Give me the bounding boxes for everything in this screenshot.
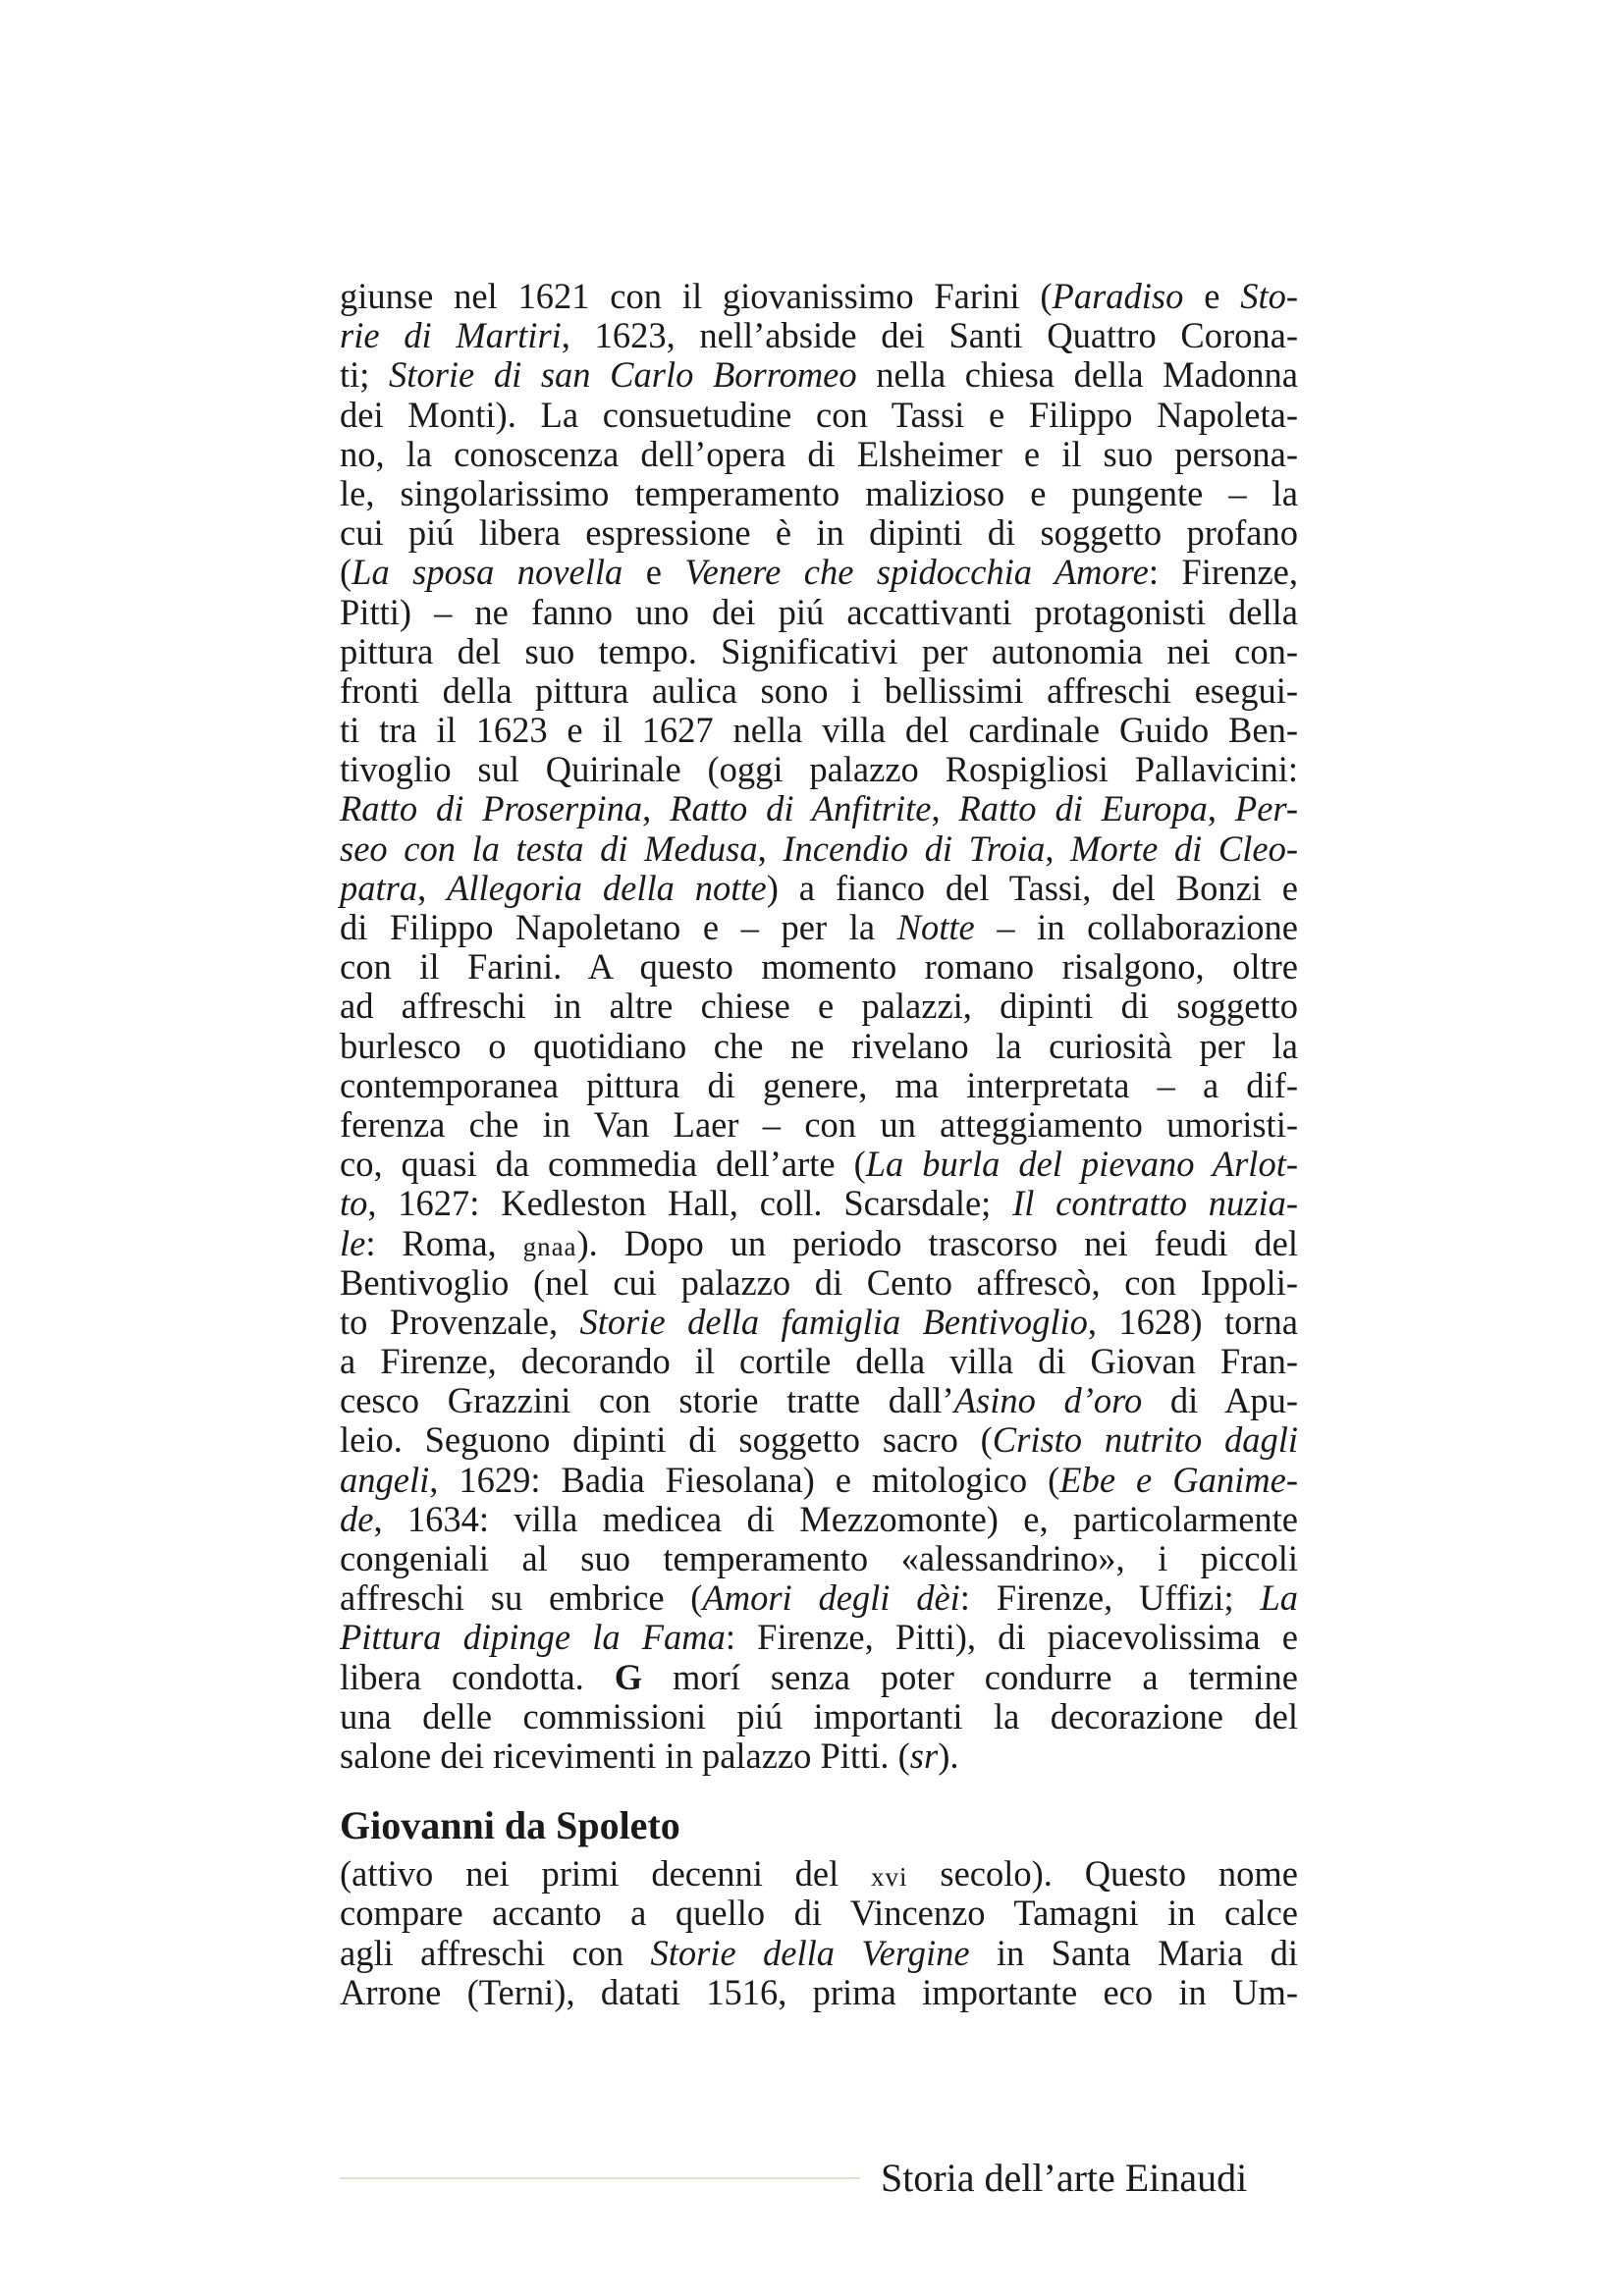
text-run: , bbox=[417, 867, 448, 908]
text-run: to bbox=[340, 1183, 368, 1224]
text-line bbox=[340, 750, 1298, 789]
text-run: de bbox=[340, 1498, 374, 1539]
text-run: no, la conoscenza dell’opera di Elsheimer e il suo persona- bbox=[340, 433, 1298, 474]
page-text bbox=[340, 277, 1298, 2012]
text-run: Per- bbox=[1234, 788, 1299, 829]
entry-heading: Giovanni da Spoleto bbox=[340, 1803, 680, 1848]
text-run: e bbox=[1183, 276, 1241, 316]
text-run: dei Monti). La consuetudine con Tassi e Filippo Napoleta- bbox=[340, 394, 1298, 435]
text-run: ( bbox=[340, 552, 352, 593]
text-line bbox=[340, 1539, 1298, 1578]
text-run: La burla del pievano Arlot- bbox=[865, 1144, 1298, 1185]
text-run: cui piú libera espressione è in dipinti di soggetto profano bbox=[340, 512, 1298, 554]
text-run: salone dei ricevimenti in palazzo Pitti. ( bbox=[340, 1735, 910, 1776]
text-run: angeli bbox=[340, 1459, 430, 1500]
text-run: rie di Martiri bbox=[340, 315, 562, 356]
text-run: xvi bbox=[871, 1862, 908, 1893]
text-line bbox=[340, 711, 1298, 750]
text-run: Ratto di Europa bbox=[958, 788, 1208, 829]
text-run: di Apu- bbox=[1142, 1380, 1298, 1421]
text-run: ti; bbox=[340, 354, 390, 396]
text-line bbox=[340, 435, 1298, 474]
text-run: Storie della Vergine bbox=[650, 1932, 970, 1973]
text-line bbox=[340, 1736, 1298, 1776]
text-run: nella chiesa della Madonna bbox=[856, 354, 1298, 396]
text-line bbox=[340, 1618, 1298, 1657]
text-run: , bbox=[931, 788, 959, 829]
text-run: ) a fianco del Tassi, del Bonzi e bbox=[766, 867, 1298, 908]
text-line bbox=[340, 1263, 1298, 1303]
text-line bbox=[340, 1303, 1298, 1342]
text-run: fronti della pittura aulica sono i bellissimi affreschi esegui- bbox=[340, 669, 1298, 711]
text-run: Ebe e Ganime- bbox=[1059, 1459, 1298, 1500]
body-paragraph-1 bbox=[340, 277, 1298, 1776]
text-line bbox=[340, 829, 1298, 869]
text-run: secolo). Questo nome bbox=[907, 1853, 1298, 1895]
text-line bbox=[340, 1224, 1298, 1263]
text-run: co, quasi da commedia dell’arte ( bbox=[340, 1144, 866, 1185]
text-run: tivoglio sul Quirinale (oggi palazzo Rospigliosi Pallavicini: bbox=[340, 749, 1298, 790]
text-run: Venere che spidocchia Amore bbox=[684, 552, 1149, 593]
text-line bbox=[340, 553, 1298, 592]
text-run: una delle commissioni piú importanti la decorazione del bbox=[340, 1695, 1298, 1736]
text-run: agli affreschi con bbox=[340, 1932, 651, 1973]
text-run: La bbox=[1260, 1577, 1298, 1619]
text-run: Bentivoglio (nel cui palazzo di Cento affrescò, con Ippoli- bbox=[340, 1261, 1298, 1303]
text-run: Storie di san Carlo Borromeo bbox=[389, 354, 857, 396]
text-run: Ratto di Anfitrite bbox=[670, 788, 932, 829]
text-run: sr bbox=[909, 1735, 939, 1776]
text-run: Allegoria della notte bbox=[447, 867, 767, 908]
text-line bbox=[340, 1027, 1298, 1066]
text-run: affreschi su embrice ( bbox=[340, 1577, 703, 1619]
text-run: le, singolarissimo temperamento malizioso e pungente – la bbox=[340, 472, 1298, 513]
text-run: ). bbox=[938, 1735, 959, 1776]
text-run: compare accanto a quello di Vincenzo Tamagni in calce bbox=[340, 1893, 1298, 1934]
text-run: to Provenzale, bbox=[340, 1301, 580, 1342]
text-run: cesco Grazzini con storie tratte dall’ bbox=[340, 1380, 954, 1421]
text-run: Amori degli dèi bbox=[702, 1577, 960, 1619]
text-line bbox=[340, 947, 1298, 987]
text-run: Paradiso bbox=[1052, 276, 1184, 316]
text-run: pittura del suo tempo. Significativi per autonomia nei con- bbox=[340, 630, 1298, 671]
text-run: G bbox=[614, 1656, 643, 1697]
footer-rule bbox=[340, 2177, 860, 2179]
text-line bbox=[340, 474, 1298, 513]
text-run: , 1634: villa medicea di Mezzomonte) e, particolarmente bbox=[373, 1498, 1298, 1539]
text-run: Incendio di Troia bbox=[783, 828, 1046, 869]
text-run: Arrone (Terni), datati 1516, prima importante eco in Um- bbox=[340, 1971, 1298, 2012]
text-line bbox=[340, 1697, 1298, 1736]
text-run: – in collaborazione bbox=[974, 907, 1298, 947]
text-line bbox=[340, 1578, 1298, 1618]
text-run: morí senza poter condurre a termine bbox=[642, 1656, 1298, 1697]
text-line bbox=[340, 1184, 1298, 1223]
text-run: , bbox=[757, 828, 784, 869]
text-run: , 1623, nell’abside dei Santi Quattro Corona- bbox=[561, 315, 1298, 356]
text-run: , 1629: Badia Fiesolana) e mitologico ( bbox=[429, 1459, 1060, 1500]
text-run: , bbox=[1207, 788, 1235, 829]
text-line bbox=[340, 1066, 1298, 1105]
text-line bbox=[340, 632, 1298, 671]
text-run: ). Dopo un periodo trascorso nei feudi del bbox=[576, 1222, 1299, 1263]
text-run: contemporanea pittura di genere, ma interpretata – a dif- bbox=[340, 1064, 1298, 1105]
text-line bbox=[340, 671, 1298, 711]
text-run: ti tra il 1623 e il 1627 nella villa del cardinale Guido Ben- bbox=[340, 710, 1298, 751]
text-line bbox=[340, 789, 1298, 828]
text-run: : Firenze, bbox=[1148, 552, 1298, 593]
text-run: : Firenze, Uffizi; bbox=[959, 1577, 1261, 1619]
text-line bbox=[340, 513, 1298, 553]
text-run: con il Farini. A questo momento romano risalgono, oltre bbox=[340, 946, 1298, 988]
text-line bbox=[340, 1461, 1298, 1500]
text-line bbox=[340, 1500, 1298, 1539]
body-paragraph-2 bbox=[340, 1854, 1298, 2012]
text-run: ferenza che in Van Laer – con un atteggiamento umoristi- bbox=[340, 1103, 1298, 1145]
text-line bbox=[340, 277, 1298, 316]
text-line bbox=[340, 1854, 1298, 1894]
text-run: libera condotta. bbox=[340, 1656, 615, 1697]
text-line bbox=[340, 316, 1298, 355]
text-run: Cristo nutrito dagli bbox=[992, 1419, 1298, 1461]
text-line bbox=[340, 1145, 1298, 1184]
text-run: gnaa bbox=[522, 1231, 577, 1261]
text-run: Ratto di Proserpina bbox=[340, 788, 643, 829]
text-line bbox=[340, 1973, 1298, 2012]
text-run: Pitti) – ne fanno uno dei piú accattivanti protagonisti della bbox=[340, 591, 1298, 632]
footer-title: Storia dell’arte Einaudi bbox=[881, 2156, 1248, 2200]
text-run: Morte di Cleo- bbox=[1070, 828, 1299, 869]
text-line bbox=[340, 1934, 1298, 1973]
text-run: , bbox=[1045, 828, 1071, 869]
text-line bbox=[340, 593, 1298, 632]
text-run: Sto- bbox=[1240, 276, 1298, 316]
text-run: a Firenze, decorando il cortile della villa di Giovan Fran- bbox=[340, 1341, 1298, 1382]
text-run: , 1628) torna bbox=[1087, 1301, 1299, 1342]
text-line bbox=[340, 869, 1298, 908]
text-run: patra bbox=[340, 867, 418, 908]
text-line bbox=[340, 355, 1298, 395]
text-line bbox=[340, 908, 1298, 947]
text-line bbox=[340, 1420, 1298, 1460]
text-line bbox=[340, 1105, 1298, 1145]
text-run: La sposa novella bbox=[352, 552, 623, 593]
text-run: in Santa Maria di bbox=[969, 1932, 1299, 1973]
text-run: Pittura dipinge la Fama bbox=[340, 1617, 726, 1658]
text-run: (attivo nei primi decenni del bbox=[340, 1853, 872, 1895]
text-line bbox=[340, 1658, 1298, 1697]
text-line bbox=[340, 1894, 1298, 1933]
text-run: leio. Seguono dipinti di soggetto sacro ( bbox=[340, 1419, 993, 1461]
text-run: : Firenze, Pitti), di piacevolissima e bbox=[725, 1617, 1298, 1658]
text-run: seo con la testa di Medusa bbox=[340, 828, 758, 869]
text-run: ad affreschi in altre chiese e palazzi, dipinti di soggetto bbox=[340, 986, 1298, 1027]
text-run: le bbox=[340, 1222, 366, 1263]
text-run: congeniali al suo temperamento «alessandrino», i piccoli bbox=[340, 1538, 1298, 1578]
text-line bbox=[340, 987, 1298, 1026]
text-line bbox=[340, 396, 1298, 435]
text-run: burlesco o quotidiano che ne rivelano la curiosità per la bbox=[340, 1025, 1298, 1066]
text-run: e bbox=[622, 552, 685, 593]
text-line bbox=[340, 1342, 1298, 1381]
text-run: Storie della famiglia Bentivoglio bbox=[579, 1301, 1088, 1342]
text-run: di Filippo Napoletano e – per la bbox=[340, 907, 897, 947]
text-run: giunse nel 1621 con il giovanissimo Farini ( bbox=[340, 276, 1053, 316]
text-line bbox=[340, 1381, 1298, 1420]
text-run: Asino d’oro bbox=[953, 1380, 1143, 1421]
text-run: Il contratto nuzia- bbox=[1012, 1183, 1299, 1224]
text-run: , bbox=[642, 788, 671, 829]
text-run: Notte bbox=[896, 907, 975, 947]
text-run: , 1627: Kedleston Hall, coll. Scarsdale; bbox=[367, 1183, 1013, 1224]
text-run: : Roma, bbox=[365, 1222, 523, 1263]
